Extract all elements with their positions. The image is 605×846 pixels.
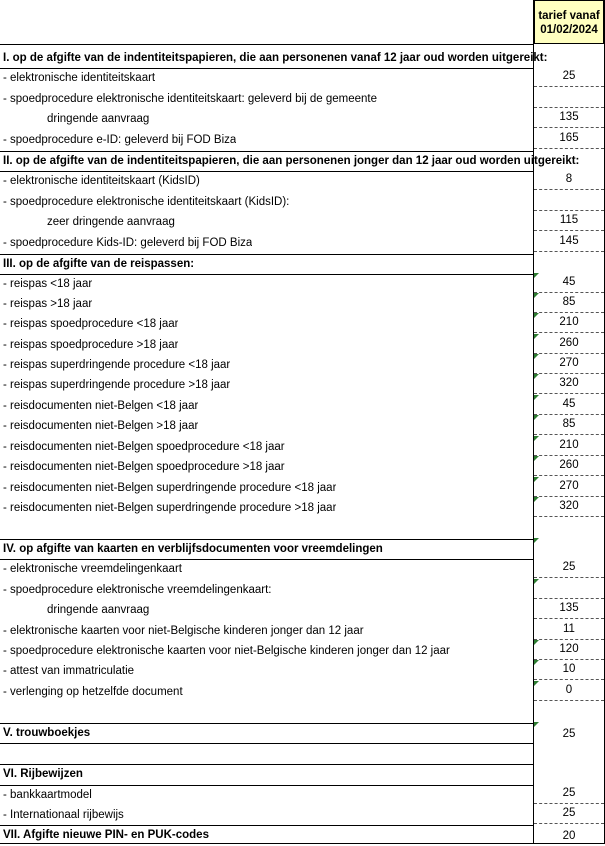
- row-value: 10: [562, 663, 576, 675]
- section-title: VII. Afgifte nieuwe PIN- en PUK-codes: [3, 829, 209, 841]
- cell-comment-marker: [534, 681, 539, 686]
- row-label: - spoedprocedure elektronische vreemdelingenkaart:: [3, 584, 272, 596]
- row-separator: [0, 764, 534, 765]
- row-separator: [0, 785, 534, 786]
- row-value: 11: [563, 623, 575, 635]
- row-value: [534, 190, 604, 210]
- row-label: - spoedprocedure elektronische identiteitskaart (KidsID):: [3, 196, 290, 208]
- cell-comment-marker: [534, 374, 539, 379]
- row-label: dringende aanvraag: [47, 604, 150, 616]
- section-title: VI. Rijbewijzen: [3, 768, 83, 780]
- cell-comment-marker: [534, 538, 539, 543]
- cell-comment-marker: [534, 436, 539, 441]
- value-underline: [534, 639, 604, 640]
- row-value: 320: [559, 500, 579, 512]
- value-underline: [534, 475, 604, 476]
- value-underline: [534, 107, 604, 108]
- row-value: 45: [562, 276, 576, 288]
- value-underline: [534, 251, 604, 252]
- row-label: - verlenging op hetzelfde document: [3, 686, 183, 698]
- row-separator: [0, 743, 534, 744]
- row-value: 135: [559, 602, 579, 614]
- row-label: - reispas superdringende procedure >18 jaar: [3, 379, 231, 391]
- cell-comment-marker: [534, 273, 539, 278]
- cell-comment-marker: [534, 579, 539, 584]
- value-underline: [534, 127, 604, 128]
- row-label: - reisdocumenten niet-Belgen spoedprocedure <18 jaar: [3, 441, 285, 453]
- row-label: - Internationaal rijbewijs: [3, 809, 124, 821]
- row-label: - spoedprocedure e-ID: geleverd bij FOD Biza: [3, 134, 237, 146]
- row-label: - reisdocumenten niet-Belgen <18 jaar: [3, 400, 199, 412]
- row-label: - spoedprocedure elektronische identiteitskaart: geleverd bij de gemeente: [3, 93, 377, 105]
- tariff-header-line1: tarief vanaf: [538, 10, 600, 22]
- row-separator: [0, 254, 534, 255]
- value-underline: [534, 803, 604, 804]
- value-underline: [534, 332, 604, 333]
- row-value: 8: [565, 173, 573, 185]
- row-label: - reispas spoedprocedure >18 jaar: [3, 339, 179, 351]
- row-label: - reisdocumenten niet-Belgen >18 jaar: [3, 420, 199, 432]
- row-value: 25: [562, 561, 576, 573]
- row-value: 145: [559, 235, 579, 247]
- row-value: 135: [559, 111, 579, 123]
- value-underline: [534, 414, 604, 415]
- row-separator: [0, 171, 534, 172]
- value-underline: [534, 455, 604, 456]
- row-label: - elektronische kaarten voor niet-Belgische kinderen jonger dan 12 jaar: [3, 625, 364, 637]
- row-label: dringende aanvraag: [47, 113, 150, 125]
- cell-comment-marker: [534, 313, 539, 318]
- cell-comment-marker: [534, 395, 539, 400]
- value-underline: [534, 86, 604, 87]
- value-underline: [534, 577, 604, 578]
- row-value: [534, 87, 604, 107]
- row-separator: [0, 44, 534, 45]
- row-label: - spoedprocedure Kids-ID: geleverd bij FOD Biza: [3, 237, 253, 249]
- cell-comment-marker: [534, 497, 539, 502]
- cell-comment-marker: [534, 660, 539, 665]
- cell-comment-marker: [534, 477, 539, 482]
- cell-comment-marker: [534, 334, 539, 339]
- value-underline: [534, 312, 604, 313]
- value-underline: [534, 434, 604, 435]
- row-label: - elektronische identiteitskaart: [3, 72, 156, 84]
- row-label: - attest van immatriculatie: [3, 665, 135, 677]
- row-value: 45: [562, 398, 576, 410]
- value-underline: [534, 618, 604, 619]
- value-underline: [534, 659, 604, 660]
- row-value: 270: [559, 357, 579, 369]
- value-underline: [534, 148, 604, 149]
- value-underline: [534, 700, 604, 701]
- row-label: - reispas <18 jaar: [3, 278, 93, 290]
- row-label: - elektronische identiteitskaart (KidsID): [3, 175, 200, 187]
- row-value: 320: [559, 377, 579, 389]
- row-value: 260: [559, 459, 579, 471]
- row-value: 0: [565, 684, 573, 696]
- row-separator: [0, 68, 534, 69]
- row-value: 210: [559, 316, 579, 328]
- row-label: - spoedprocedure elektronische kaarten voor niet-Belgische kinderen jonger dan 12 jaar: [3, 645, 450, 657]
- value-underline: [534, 393, 604, 394]
- value-underline: [534, 353, 604, 354]
- value-underline: [534, 516, 604, 517]
- section-title: II. op de afgifte van de indentiteitspapieren, die aan personenen jonger dan 12 jaar oud worden uitgereikt:: [3, 155, 580, 167]
- section-value: 20: [562, 830, 576, 842]
- row-separator: [0, 825, 534, 826]
- row-label: - reispas spoedprocedure <18 jaar: [3, 318, 179, 330]
- row-label: - reisdocumenten niet-Belgen spoedprocedure >18 jaar: [3, 461, 285, 473]
- section-value: 25: [562, 728, 576, 740]
- cell-comment-marker: [534, 354, 539, 359]
- value-underline: [534, 189, 604, 190]
- value-underline: [534, 823, 604, 824]
- row-label: - reisdocumenten niet-Belgen superdringende procedure <18 jaar: [3, 482, 337, 494]
- row-value: 115: [559, 214, 579, 226]
- row-value: 120: [559, 643, 579, 655]
- row-value: 270: [559, 480, 579, 492]
- row-value: 25: [562, 807, 576, 819]
- row-value: 260: [559, 337, 579, 349]
- row-separator: [0, 539, 534, 540]
- value-underline: [534, 496, 604, 497]
- row-separator: [0, 151, 534, 152]
- row-value: 85: [562, 296, 576, 308]
- row-separator: [0, 274, 534, 275]
- row-label: - elektronische vreemdelingenkaart: [3, 563, 182, 575]
- tariff-column-header: [534, 0, 604, 44]
- row-separator: [0, 723, 534, 724]
- value-underline: [534, 598, 604, 599]
- value-underline: [534, 210, 604, 211]
- cell-comment-marker: [534, 640, 539, 645]
- section-title: III. op de afgifte van de reispassen:: [3, 258, 195, 270]
- row-label: - reisdocumenten niet-Belgen superdringende procedure >18 jaar: [3, 502, 337, 514]
- row-value: 210: [559, 439, 579, 451]
- value-underline: [534, 292, 604, 293]
- row-value: 85: [562, 418, 576, 430]
- value-underline: [534, 373, 604, 374]
- row-value: 25: [562, 787, 576, 799]
- row-label: - reispas superdringende procedure <18 jaar: [3, 359, 231, 371]
- section-title: V. trouwboekjes: [3, 727, 91, 739]
- row-separator: [0, 559, 534, 560]
- row-label: zeer dringende aanvraag: [47, 216, 175, 228]
- section-title: IV. op afgifte van kaarten en verblijfsdocumenten voor vreemdelingen: [3, 543, 383, 555]
- cell-comment-marker: [534, 722, 539, 727]
- value-underline: [534, 679, 604, 680]
- row-label: - bankkaartmodel: [3, 789, 92, 801]
- cell-comment-marker: [534, 456, 539, 461]
- row-value: 25: [562, 70, 576, 82]
- row-value: [534, 578, 604, 598]
- row-label: - reispas >18 jaar: [3, 298, 93, 310]
- cell-comment-marker: [534, 415, 539, 420]
- row-value: 165: [559, 132, 579, 144]
- section-title: I. op de afgifte van de indentiteitspapieren, die aan personenen vanaf 12 jaar oud worden uitgereikt:: [3, 52, 548, 64]
- cell-comment-marker: [534, 293, 539, 298]
- tariff-header-line2: 01/02/2024: [540, 24, 598, 36]
- value-underline: [534, 230, 604, 231]
